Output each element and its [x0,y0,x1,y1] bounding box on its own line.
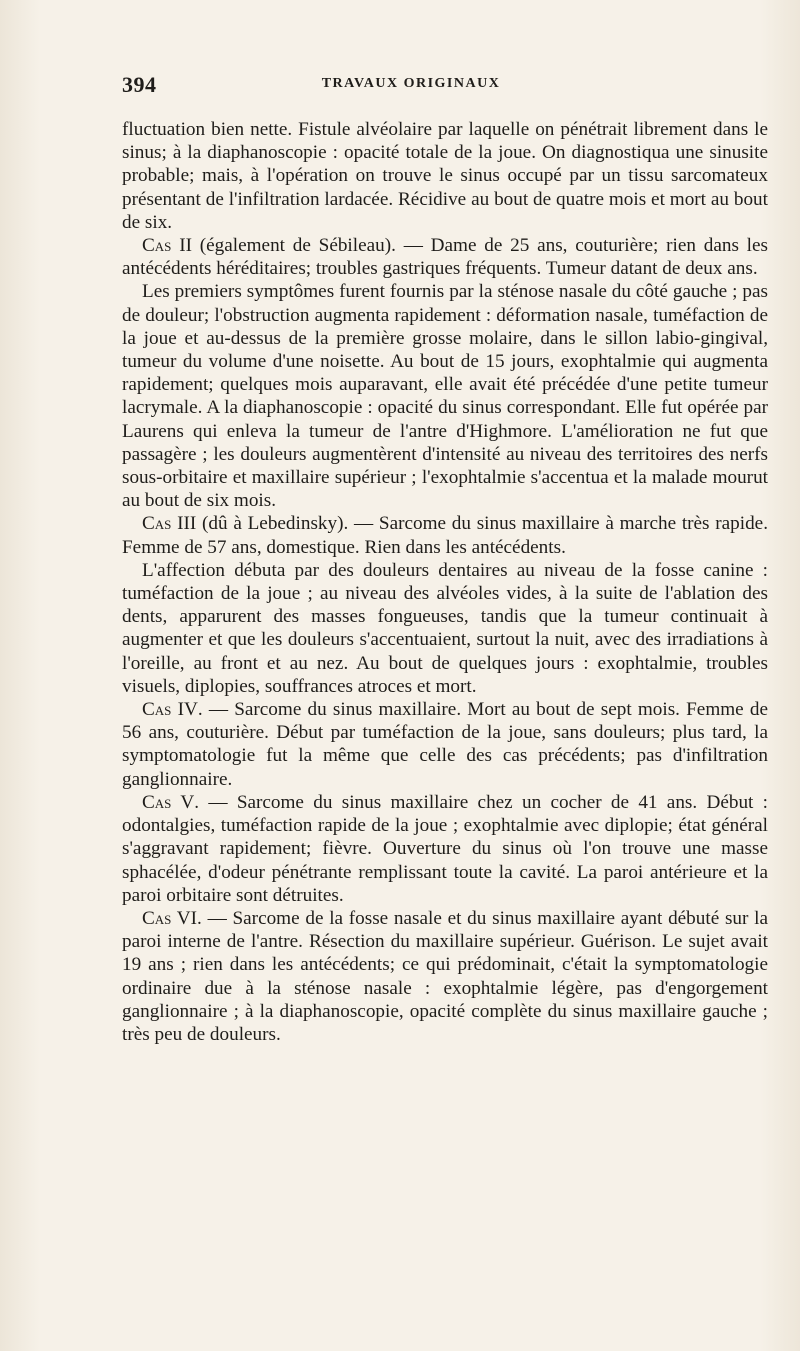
paragraph [122,280,768,512]
paragraph [122,234,768,280]
paragraph [122,118,768,234]
case-label: Cas III [142,513,197,535]
page-number: 394 [122,72,157,97]
case-label: Cas II [142,235,192,257]
body-text [122,118,768,1046]
paragraph [122,559,768,698]
running-title: TRAVAUX ORIGINAUX [321,76,501,91]
paragraph-text: L'affection débuta par des douleurs dentaires au niveau de la fosse canine : tuméfaction de la joue ; au niveau des alvéoles vides, à la suite de l'ablation des dents, apparurent des masses fongueuses, tandis que la tumeur continuait à augmenter et que les douleurs s'accentuaient, surtout la nuit, avec des irradiations à l'oreille, au front et au nez. Au bout de quelques jours : exophtalmie, troubles visuels, diplopies, souffrances atroces et mort. [122,559,768,697]
paragraph [122,698,768,791]
case-label: Cas VI [142,907,198,929]
paragraph [122,512,768,558]
case-label: Cas V [142,791,195,813]
paragraph [122,907,768,1046]
paragraph-text: fluctuation bien nette. Fistule alvéolaire par laquelle on pénétrait librement dans le sinus; à la diaphanoscopie : opacité totale de la joue. On diagnostiqua une sinusite probable; mais, à l'opération on trouve le sinus occupé par un tissu sarcomateux présentant de l'infiltration lardacée. Récidive au bout de quatre mois et mort au bout de six. [122,119,768,233]
paragraph [122,791,768,907]
paragraph-text: . — Sarcome de la fosse nasale et du sinus maxillaire ayant débuté sur la paroi interne de l'antre. Résection du maxillaire supérieur. Guérison. Le sujet avait 19 ans ; rien dans les antécédents; ce qui prédominait, c'était la symptomatologie ordinaire due à la sténose nasale : exophtalmie légère, pas d'engorgement ganglionnaire ; à la diaphanoscopie, opacité complète du sinus maxillaire gauche ; très peu de douleurs. [122,907,768,1045]
paragraph-text: (dû à Lebedinsky). — Sarcome du sinus maxillaire à marche très rapide. Femme de 57 ans, domestique. Rien dans les antécédents. [122,513,768,558]
page-header [122,72,760,102]
paragraph-text: (également de Sébileau). — Dame de 25 ans, couturière; rien dans les antécédents héréditaires; troubles gastriques fréquents. Tumeur datant de deux ans. [122,235,769,280]
case-label: Cas IV [142,699,198,721]
paragraph-text: . — Sarcome du sinus maxillaire chez un cocher de 41 ans. Début : odontalgies, tuméfaction rapide de la joue ; exophtalmie avec diplopie; état général s'aggravant rapidement; fièvre. Ouverture du sinus où l'on trouve une masse sphacélée, d'odeur pénétrante remplissant toute la cavité. La paroi antérieure et la paroi orbitaire sont détruites. [122,791,768,906]
paragraph-text: . — Sarcome du sinus maxillaire. Mort au bout de sept mois. Femme de 56 ans, couturière. Début par tuméfaction de la joue, sans douleurs; plus tard, la symptomatologie fut la même que celle des cas précédents; pas d'infiltration ganglionnaire. [122,699,768,790]
paragraph-text: Les premiers symptômes furent fournis par la sténose nasale du côté gauche ; pas de douleur; l'obstruction augmenta rapidement : déformation nasale, tuméfaction de la joue et au-dessus de la première grosse molaire, dans le sillon labio-gingival, tumeur du volume d'une noisette. Au bout de 15 jours, exophtalmie qui augmenta rapidement; quelques mois auparavant, elle avait été précédée d'une petite tumeur lacrymale. A la diaphanoscopie : opacité du sinus correspondant. Elle fut opérée par Laurens qui enleva la tumeur de l'antre d'Highmore. L'amélioration ne fut que passagère ; les douleurs augmentèrent d'intensité au niveau des territoires des nerfs sous-orbitaire et maxillaire supérieur ; l'exophtalmie s'accentua et la malade mourut au bout de six mois. [122,281,768,512]
